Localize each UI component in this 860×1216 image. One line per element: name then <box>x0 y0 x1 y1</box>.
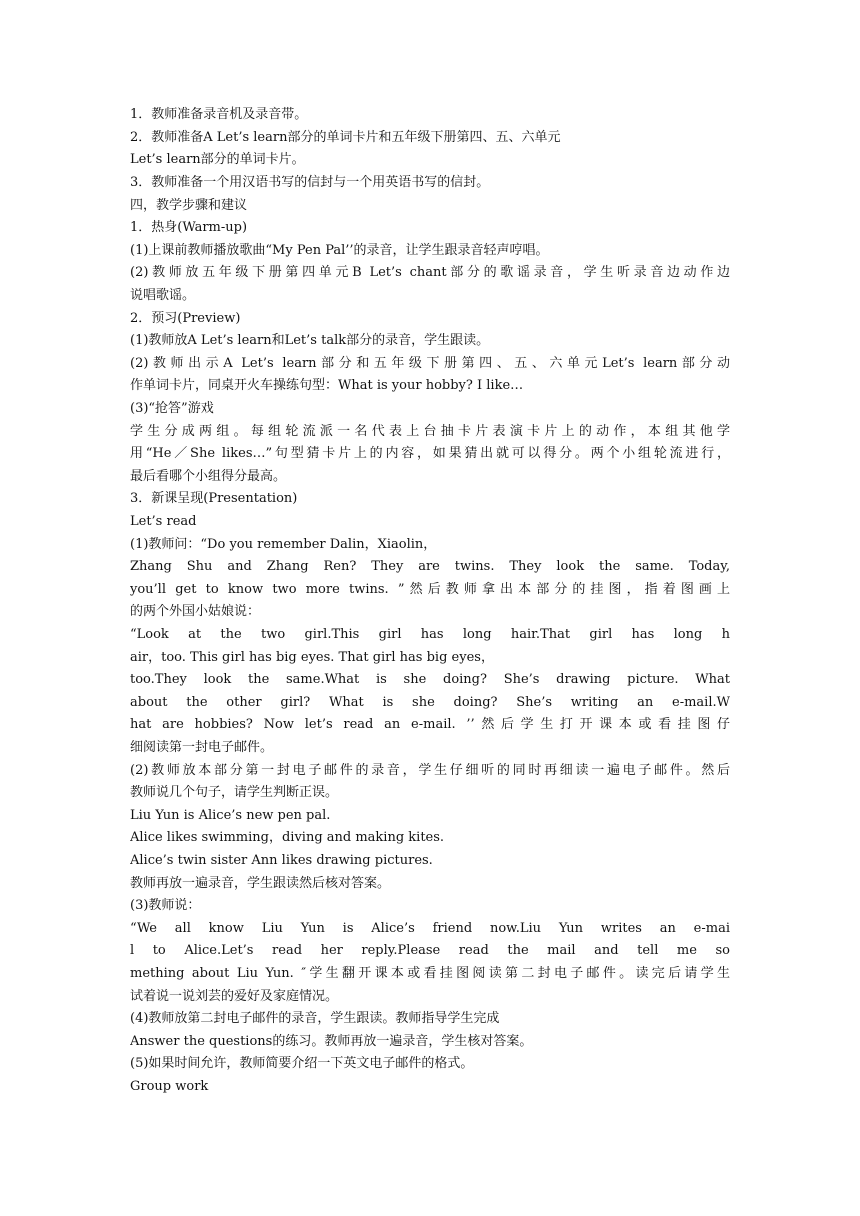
text-line: (4)教师放第二封电子邮件的录音，学生跟读。教师指导学生完成 <box>130 1011 500 1026</box>
text-line: Let’s learn部分的单词卡片。 <box>130 152 305 167</box>
text-line: “We all know Liu Yun is Alice’s friend now.Liu Yun writes an e-mai <box>130 921 730 936</box>
text-line: Alice likes swimming，diving and making kites. <box>130 830 445 845</box>
text-line: 3．教师准备一个用汉语书写的信封与一个用英语书写的信封。 <box>130 175 490 190</box>
text-line: 最后看哪个小组得分最高。 <box>130 469 287 484</box>
section-heading: 四，教学步骤和建议 <box>130 198 248 213</box>
text-line: (1)教师问：“Do you remember Dalin，Xiaolin， <box>130 537 437 552</box>
text-line: (3)教师说： <box>130 898 201 913</box>
text-line: about the other girl? What is she doing? She’s writing an e-mail.W <box>130 695 730 710</box>
text-line: 作单词卡片，同桌开火车操练句型：What is your hobby? I like… <box>130 378 524 393</box>
text-line: Let’s read <box>130 514 197 529</box>
text-line: (3)“抢答”游戏 <box>130 401 214 416</box>
text-line: 2．预习(Preview) <box>130 311 241 326</box>
text-line: hat are hobbies? Now let’s read an e-mail. ’’然后学生打开课本或看挂图仔 <box>130 717 730 732</box>
text-line: (2)教师放五年级下册第四单元B Let’s chant部分的歌谣录音，学生听录音边动作边 <box>130 265 730 280</box>
text-line: (2)教师出示A Let’s learn部分和五年级下册第四、五、六单元Let’s learn部分动 <box>130 356 730 371</box>
text-line: 教师再放一遍录音，学生跟读然后核对答案。 <box>130 876 391 891</box>
text-line: “Look at the two girl.This girl has long hair.That girl has long h <box>130 627 730 642</box>
text-line: 说唱歌谣。 <box>130 288 196 303</box>
text-line: 3．新课呈现(Presentation) <box>130 491 298 506</box>
text-line: Group work <box>130 1079 209 1094</box>
text-line: Liu Yun is Alice’s new pen pal. <box>130 808 331 823</box>
text-line: 1．热身(Warm-up) <box>130 220 248 235</box>
text-line: 1．教师准备录音机及录音带。 <box>130 107 308 122</box>
text-line: 细阅读第一封电子邮件。 <box>130 740 274 755</box>
text-line: you’ll get to know two more twins. ”然后教师拿出本部分的挂图，指着图画上 <box>130 582 730 597</box>
text-line: (1)上课前教师播放歌曲“My Pen Pal’’的录音，让学生跟录音轻声哼唱。 <box>130 243 549 258</box>
text-line: Alice’s twin sister Ann likes drawing pictures. <box>130 853 433 868</box>
text-line: 用“He／She likes…”句型猜卡片上的内容，如果猜出就可以得分。两个小组轮流进行， <box>130 446 730 461</box>
text-line: (2)教师放本部分第一封电子邮件的录音，学生仔细听的同时再细读一遍电子邮件。然后 <box>130 763 730 778</box>
text-line: (5)如果时间允许，教师简要介绍一下英文电子邮件的格式。 <box>130 1056 474 1071</box>
text-line: 试着说一说刘芸的爱好及家庭情况。 <box>130 989 339 1004</box>
text-line: 的两个外国小姑娘说： <box>130 604 261 619</box>
text-line: l to Alice.Let’s read her reply.Please read the mail and tell me so <box>130 943 730 958</box>
text-line: too.They look the same.What is she doing? She’s drawing picture. What <box>130 672 730 687</box>
text-line: mething about Liu Yun. ″学生翻开课本或看挂图阅读第二封电子邮件。读完后请学生 <box>130 966 730 981</box>
text-line: Zhang Shu and Zhang Ren? They are twins. They look the same. Today, <box>130 559 730 574</box>
text-line: (1)教师放A Let’s learn和Let’s talk部分的录音，学生跟读。 <box>130 333 490 348</box>
text-line: air，too. This girl has big eyes. That girl has big eyes， <box>130 650 494 665</box>
text-line: 教师说几个句子，请学生判断正误。 <box>130 785 339 800</box>
text-line: 学生分成两组。每组轮流派一名代表上台抽卡片表演卡片上的动作，本组其他学 <box>130 424 730 439</box>
text-line: 2．教师准备A Let’s learn部分的单词卡片和五年级下册第四、五、六单元 <box>130 130 561 145</box>
text-line: Answer the questions的练习。教师再放一遍录音，学生核对答案。 <box>130 1034 533 1049</box>
